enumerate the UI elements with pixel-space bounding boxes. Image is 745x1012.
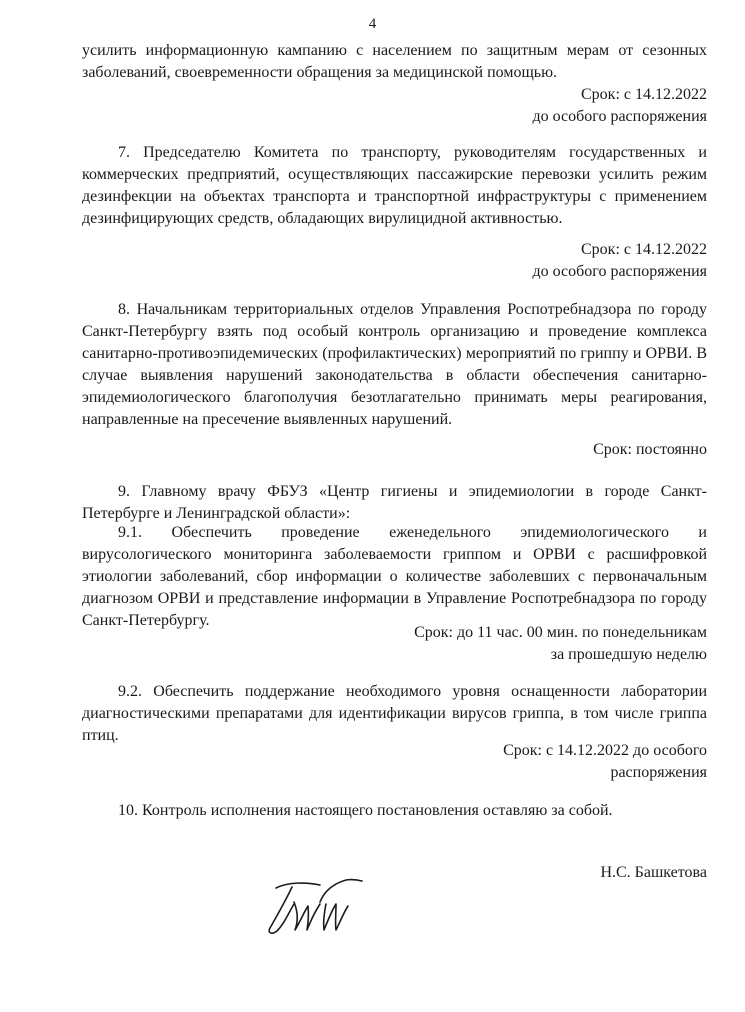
item7-deadline-date: Срок: с 14.12.2022: [581, 241, 707, 258]
item7-deadline-until: до особого распоряжения: [532, 263, 707, 280]
item9-1-deadline-time: Срок: до 11 час. 00 мин. по понедельникам: [414, 624, 707, 641]
item9-paragraph: 9. Главному врачу ФБУЗ «Центр гигиены и эпидемиологии в городе Санкт-Петербурге и Ленинградской области»:: [82, 483, 707, 522]
item7-deadline: [533, 239, 708, 283]
handwritten-signature: [262, 872, 372, 942]
item9-1-deadline-period: за прошедшую неделю: [550, 646, 707, 663]
intro-deadline-date: Срок: с 14.12.2022: [581, 86, 707, 103]
item8-deadline-text: Срок: постоянно: [593, 441, 707, 458]
intro-deadline-until: до особого распоряжения: [532, 108, 707, 125]
item8-deadline: [593, 439, 707, 461]
item10-paragraph: 10. Контроль исполнения настоящего постановления оставляю за собой.: [118, 802, 613, 819]
signer-name: Н.С. Башкетова: [600, 864, 707, 881]
item8-paragraph: 8. Начальникам территориальных отделов Управления Роспотребнадзора по городу Санкт-Петербургу взять под особый контроль организацию и проведение комплекса санитарно-противоэпидемических (профилактических) мероприятий по гриппу и ОРВИ. В случае выявления нарушений законодательства в области обеспечения санитарно-эпидемиологического благополучия безотлагательно принимать меры реагирования, направленные на пресечение выявленных нарушений.: [82, 301, 707, 428]
item7-paragraph: 7. Председателю Комитета по транспорту, руководителям государственных и коммерческих предприятий, осуществляющих пассажирские перевозки усилить режим дезинфекции на объектах транспорта и транспортной инфраструктуры с применением дезинфицирующих средств, обладающих вирулицидной активностью.: [82, 144, 707, 227]
intro-deadline: [533, 84, 708, 128]
item9-2-paragraph: 9.2. Обеспечить поддержание необходимого уровня оснащенности лаборатории диагностическими препаратами для идентификации вирусов гриппа, в том числе гриппа птиц.: [82, 683, 707, 744]
item9-2-deadline-date: Срок: с 14.12.2022 до особого: [503, 742, 707, 759]
item9-1-paragraph: 9.1. Обеспечить проведение еженедельного эпидемиологического и вирусологического мониторинга заболеваемости гриппом и ОРВИ с расшифровкой этиологии заболеваний, сбор информации о количестве заболевших с первоначальным диагнозом ОРВИ и представление информации в Управление Роспотребнадзора по городу Санкт-Петербургу.: [82, 524, 707, 629]
intro-paragraph: усилить информационную кампанию с населением по защитным мерам от сезонных заболеваний, своевременности обращения за медицинской помощью.: [82, 42, 707, 81]
item9-2-deadline: [503, 740, 707, 784]
page-number: 4: [368, 16, 377, 32]
item9-1-deadline: [414, 622, 707, 666]
item9-2-deadline-until: распоряжения: [610, 764, 707, 781]
